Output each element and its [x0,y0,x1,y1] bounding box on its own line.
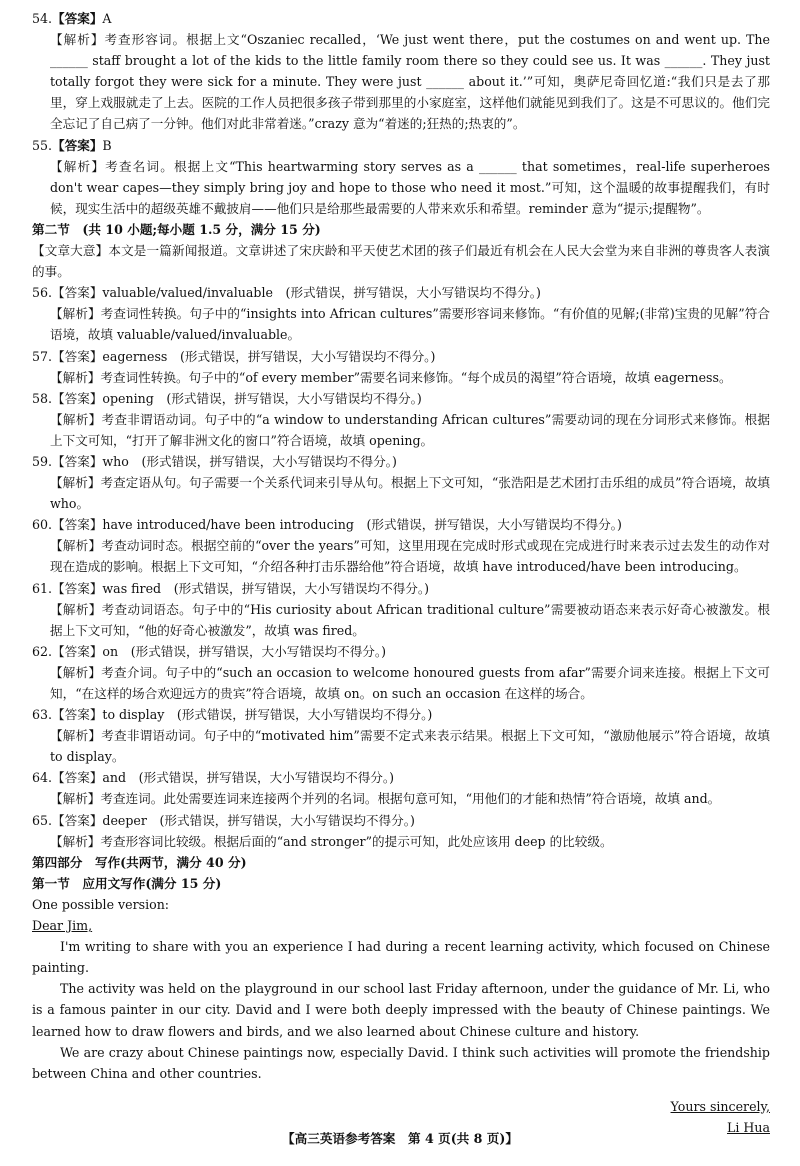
section-2-title: 第二节 (共 10 小题;每小题 1.5 分，满分 15 分) [32,221,321,237]
question-number: 59. [32,453,53,469]
answer-tag: 【答案】 [52,137,103,153]
answer-55 [32,135,770,156]
question-number: 61. [32,580,53,596]
explanation-62: 【解析】考查介词。句子中的“such an occasion to welcome honoured guests from afar”需要介词来连接。根据上下文可知，“在这样的场合欢迎远方的贵宾”符合语境，故填 on。on such an occasion 在这样的场合。 [50,664,770,701]
answer-59 [32,451,770,472]
question-number: 65. [32,812,53,828]
article-summary: 【文章大意】本文是一篇新闻报道。文章讲述了宋庆龄和平天使艺术团的孩子们最近有机会在人民大会堂为来自非洲的尊贵客人表演的事。 [32,243,770,280]
section-1-title: 第一节 应用文写作(满分 15 分) [32,875,222,891]
letter-signature: Li Hua [727,1119,770,1135]
letter-closing: Yours sincerely, [670,1098,770,1114]
letter-intro: One possible version: [32,896,170,912]
answer-text: 【答案】valuable/valued/invaluable (形式错误，拼写错误，大小写错误均不得分。) [52,285,541,301]
answer-58 [32,388,770,409]
question-number: 62. [32,643,53,659]
sample-letter [32,894,770,1138]
letter-closing-row [32,1096,770,1117]
answer-56 [32,282,770,303]
question-number: 55. [32,137,53,153]
answer-text: 【答案】who (形式错误，拼写错误，大小写错误均不得分。) [52,453,397,469]
answer-text: 【答案】deeper (形式错误，拼写错误，大小写错误均不得分。) [52,812,415,828]
letter-paragraph: We are crazy about Chinese paintings now, especially David. I think such activities will promote the friendship between China and other countries. [32,1044,770,1081]
explanation-55: 【解析】考查名词。根据上文“This heartwarming story serves as a ______ that sometimes，real-life superheroes don't wear capes—they simply bring joy and hope to those who need it most.”可知，这个温暖的故事提醒我们，有时候，现实生活中的超级英雄不戴披肩——他们只是给那些最需要的人带来欢乐和希望。reminder 意为“提示;提醒物”。 [50,158,770,216]
answer-54 [32,8,770,29]
answer-61 [32,578,770,599]
answer-value: A [102,11,112,26]
blank-answers [32,282,770,852]
answer-57 [32,346,770,367]
answer-text: 【答案】and (形式错误，拼写错误，大小写错误均不得分。) [52,770,395,786]
question-number: 63. [32,707,53,723]
answer-63 [32,704,770,725]
answer-65 [32,810,770,831]
explanation-57: 【解析】考查词性转换。句子中的“of every member”需要名词来修饰。“每个成员的渴望”符合语境，故填 eagerness。 [50,369,732,385]
question-number: 54. [32,11,53,26]
part-4-title: 第四部分 写作(共两节，满分 40 分) [32,854,247,870]
answer-page [32,8,770,1138]
answer-text: 【答案】on (形式错误，拼写错误，大小写错误均不得分。) [52,643,387,659]
answer-text: 【答案】was fired (形式错误，拼写错误，大小写错误均不得分。) [52,580,430,596]
answer-value: B [102,137,112,153]
explanation-54: 【解析】考查形容词。根据上文“Oszaniec recalled，‘We just went there，put the costumes on and went up. The ______ staff brought a lot of the kids to the little family room there so they could see us. It was ______. They just totally forgot they were sick for a minute. They were just ______ about it.’”可知，奥萨尼奇回忆道:“我们只是去了那里，穿上戏服就走了上去。医院的工作人员把很多孩子带到那里的小家庭室，这样他们就能见到我们了。这是不可思议的。他们完全忘记了自己病了一分钟。他们对此非常着迷。”crazy 意为“着迷的;狂热的;热衷的”。 [50,32,770,132]
question-number: 57. [32,348,53,364]
explanation-64: 【解析】考查连词。此处需要连词来连接两个并列的名词。根据句意可知，“用他们的才能和热情”符合语境，故填 and。 [50,791,721,807]
explanation-61: 【解析】考查动词语态。句子中的“His curiosity about African traditional culture”需要被动语态来表示好奇心被激发。根据上下文可知，“他的好奇心被激发”，故填 was fired。 [50,601,770,638]
explanation-60: 【解析】考查动词时态。根据空前的“over the years”可知，这里用现在完成时形式或现在完成进行时来表示过去发生的动作对现在造成的影响。根据上下文可知，“介绍各种打击乐器给他”符合语境，故填 have introduced/have been introducing。 [50,538,770,575]
explanation-65: 【解析】考查形容词比较级。根据后面的“and stronger”的提示可知，此处应该用 deep 的比较级。 [50,833,613,849]
answer-62 [32,641,770,662]
answer-60 [32,514,770,535]
page-footer: 【高三英语参考答案 第 4 页(共 8 页)】 [282,1131,518,1146]
explanation-58: 【解析】考查非谓语动词。句子中的“a window to understanding African cultures”需要动词的现在分词形式来修饰。根据上下文可知，“打开了解非洲文化的窗口”符合语境，故填 opening。 [50,411,770,448]
explanation-59: 【解析】考查定语从句。句子需要一个关系代词来引导从句。根据上下文可知，“张浩阳是艺术团打击乐组的成员”符合语境，故填 who。 [50,475,770,512]
answer-text: 【答案】opening (形式错误，拼写错误，大小写错误均不得分。) [52,390,422,406]
answer-64 [32,767,770,788]
explanation-63: 【解析】考查非谓语动词。句子中的“motivated him”需要不定式来表示结果。根据上下文可知，“激励他展示”符合语境，故填 to display。 [50,728,770,765]
letter-salutation: Dear Jim, [32,918,93,934]
question-number: 58. [32,390,53,406]
question-number: 60. [32,517,53,533]
question-number: 64. [32,770,53,786]
answer-text: 【答案】have introduced/have been introducing (形式错误，拼写错误，大小写错误均不得分。) [52,517,622,533]
explanation-56: 【解析】考查词性转换。句子中的“insights into African cultures”需要形容词来修饰。“有价值的见解;(非常)宝贵的见解”符合语境，故填 valuable/valued/invaluable。 [50,306,770,343]
letter-paragraph: The activity was held on the playground in our school last Friday afternoon, under the guidance of Mr. Li, who is a famous painter in our city. David and I were both deeply impressed with the beauty of Chinese paintings. We learned how to draw flowers and birds, and we also learned about Chinese culture and history. [32,981,770,1039]
letter-paragraph: I'm writing to share with you an experience I had during a recent learning activity, which focused on Chinese painting. [32,939,770,976]
question-number: 56. [32,285,53,301]
answer-text: 【答案】eagerness (形式错误，拼写错误，大小写错误均不得分。) [52,348,436,364]
answer-tag: 【答案】 [52,11,103,26]
answer-text: 【答案】to display (形式错误，拼写错误，大小写错误均不得分。) [52,707,433,723]
